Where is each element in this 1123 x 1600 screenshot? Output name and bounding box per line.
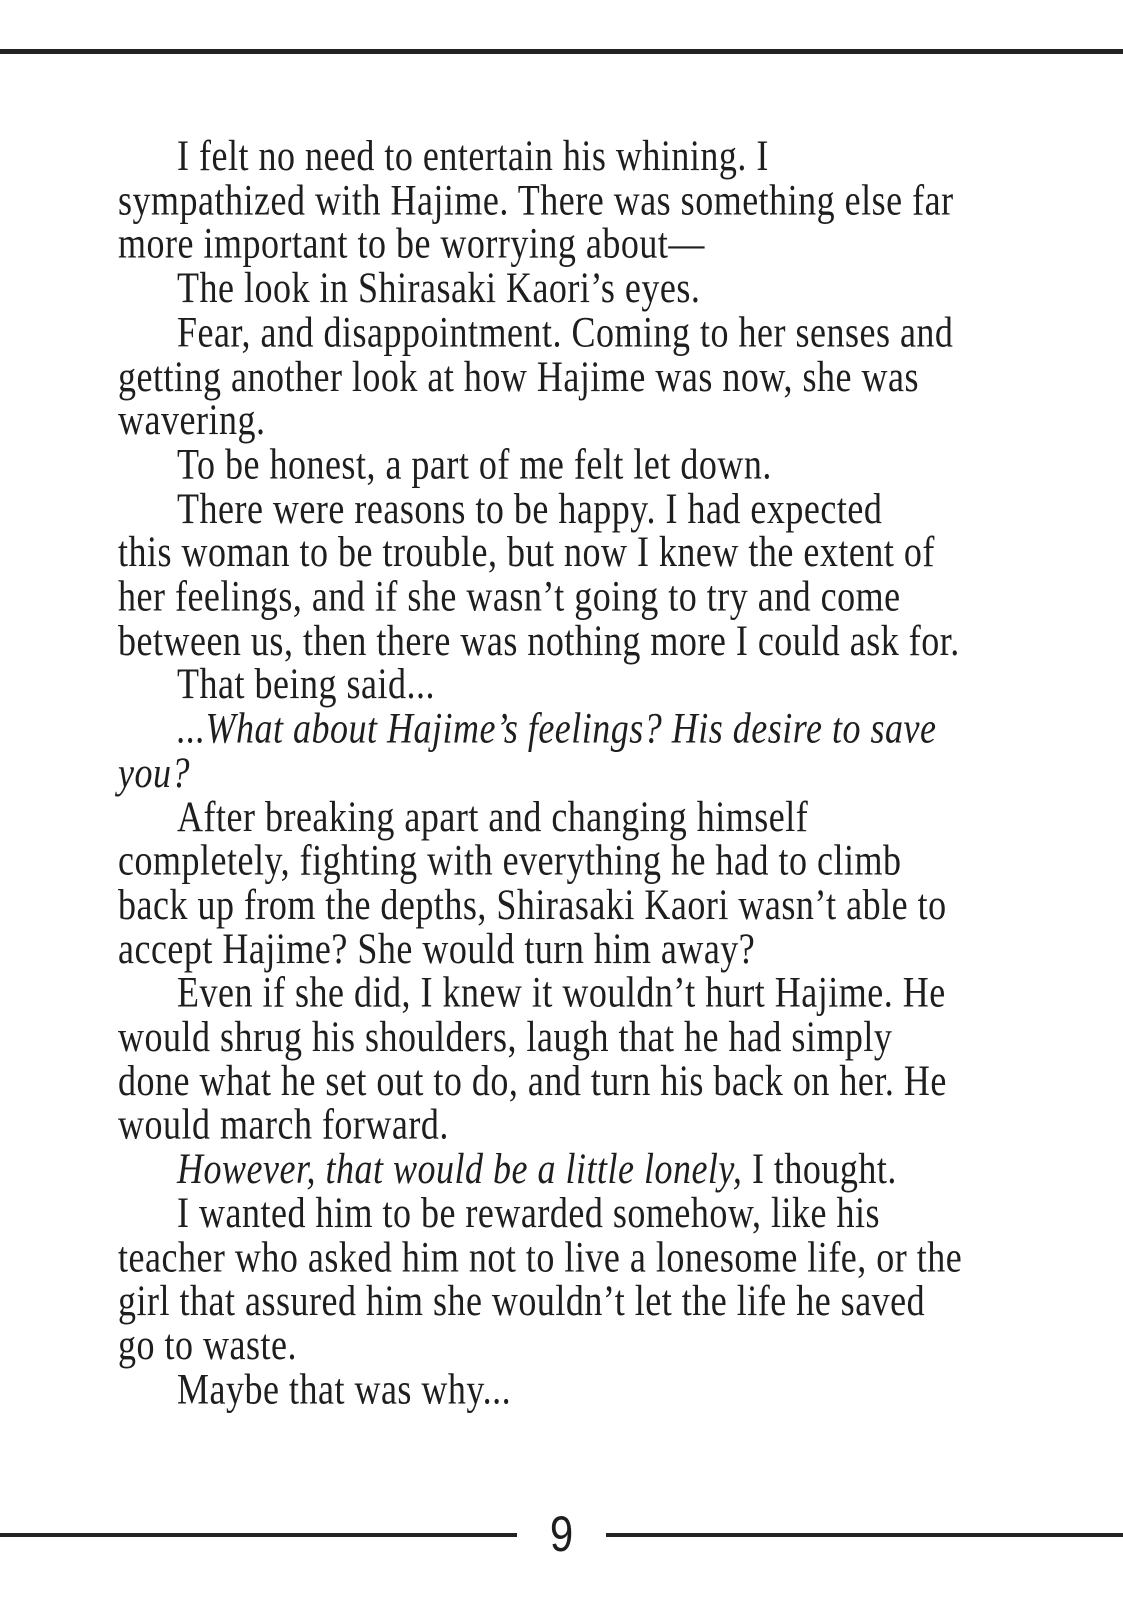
text-line [118, 527, 1038, 576]
text-segment: go to waste. [118, 1320, 297, 1369]
paragraph [118, 1188, 1038, 1369]
paragraph [118, 131, 1038, 268]
text-segment: would march forward. [118, 1100, 449, 1149]
text-line [118, 1364, 1038, 1413]
text-segment: After breaking apart and changing himself [177, 792, 809, 841]
text-line [118, 572, 1038, 621]
text-line [118, 792, 1038, 841]
paragraph [118, 792, 1038, 973]
text-segment: That being said... [177, 660, 435, 709]
text-line [118, 351, 1038, 400]
text-line [118, 1320, 1038, 1369]
text-line [118, 1100, 1038, 1149]
text-line [118, 1144, 1038, 1193]
text-line [118, 748, 1038, 797]
text-segment: back up from the depths, Shirasaki Kaori wasn’t able to [118, 880, 947, 929]
text-segment: I wanted him to be rewarded somehow, like his [177, 1188, 880, 1237]
footer-rule-right [606, 1533, 1123, 1537]
paragraph [118, 439, 1038, 488]
text-line [118, 836, 1038, 885]
text-line [118, 131, 1038, 180]
text-line [118, 1056, 1038, 1105]
text-line [118, 219, 1038, 268]
paragraph [118, 483, 1038, 665]
paragraph [118, 968, 1038, 1149]
text-segment: I thought. [742, 1144, 897, 1193]
text-line [118, 395, 1038, 444]
text-segment: sympathized with Hajime. There was something else far [118, 175, 954, 224]
text-line [118, 704, 1038, 753]
paragraph [118, 1144, 1038, 1193]
paragraph [118, 263, 1038, 312]
text-segment: The look in Shirasaki Kaori’s eyes. [177, 263, 701, 312]
text-segment: completely, fighting with everything he had to climb [118, 836, 902, 885]
text-segment: getting another look at how Hajime was now, she was [118, 351, 919, 400]
text-line [118, 1188, 1038, 1237]
text-segment: I felt no need to entertain his whining. I [177, 131, 769, 180]
text-line [118, 307, 1038, 356]
text-line [118, 1232, 1038, 1281]
page-number: 9 [549, 1505, 574, 1562]
text-line [118, 880, 1038, 929]
text-line [118, 616, 1038, 665]
text-line [118, 483, 1038, 532]
italic-text-segment: However, that would be a little lonely, [177, 1144, 743, 1193]
text-segment: Maybe that was why... [177, 1364, 512, 1413]
top-rule [0, 49, 1123, 54]
text-segment: Even if she did, I knew it wouldn’t hurt Hajime. He [177, 968, 946, 1017]
paragraph [118, 307, 1038, 444]
paragraph [118, 704, 1038, 797]
italic-text-segment: you? [118, 748, 190, 797]
paragraph [118, 660, 1038, 709]
footer-rule-left [0, 1533, 517, 1537]
text-segment: more important to be worrying about— [118, 219, 705, 268]
text-segment: would shrug his shoulders, laugh that he had simply [118, 1012, 893, 1061]
text-segment: between us, then there was nothing more I could ask for. [118, 616, 960, 665]
text-line [118, 924, 1038, 973]
text-line [118, 1012, 1038, 1061]
text-segment: To be honest, a part of me felt let down. [177, 439, 772, 488]
text-segment: done what he set out to do, and turn his back on her. He [118, 1056, 947, 1105]
text-segment: girl that assured him she wouldn’t let the life he saved [118, 1276, 926, 1325]
text-segment: her feelings, and if she wasn’t going to try and come [118, 572, 901, 621]
text-line [118, 968, 1038, 1017]
text-segment: Fear, and disappointment. Coming to her senses and [177, 307, 954, 356]
text-segment: teacher who asked him not to live a lonesome life, or the [118, 1232, 963, 1281]
text-segment: accept Hajime? She would turn him away? [118, 924, 756, 973]
italic-text-segment: ...What about Hajime’s feelings? His desire to save [177, 704, 937, 753]
text-segment: There were reasons to be happy. I had expected [177, 483, 883, 532]
text-segment: this woman to be trouble, but now I knew the extent of [118, 527, 935, 576]
text-line [118, 660, 1038, 709]
text-line [118, 439, 1038, 488]
page-text [118, 131, 1038, 1413]
paragraph [118, 1364, 1038, 1413]
text-line [118, 1276, 1038, 1325]
text-line [118, 175, 1038, 224]
text-segment: wavering. [118, 395, 266, 444]
text-line [118, 263, 1038, 312]
